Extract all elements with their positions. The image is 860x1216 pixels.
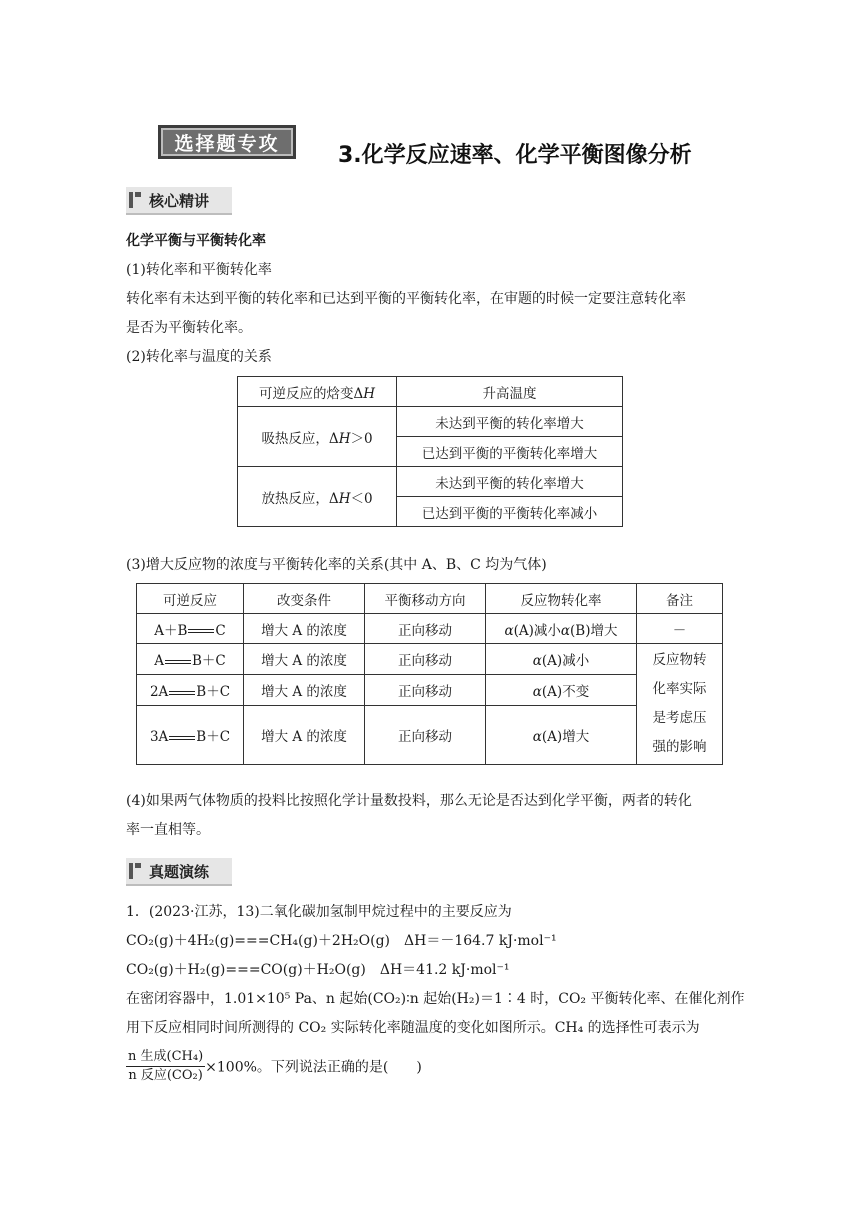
table2-header-2: 改变条件: [244, 584, 365, 614]
selectivity-formula: [126, 1048, 422, 1085]
table2-direction-4: 正向移动: [365, 706, 486, 765]
table1-header-1: 可逆反应的焓变ΔH: [238, 377, 397, 407]
section-marker-icon: [129, 863, 141, 879]
paragraph-1-line-1: 转化率有未达到平衡的转化率和已达到平衡的平衡转化率，在审题的时候一定要注意转化率: [126, 291, 686, 307]
paragraph-1-title: (1)转化率和平衡转化率: [126, 262, 272, 278]
table1-row1-label: 吸热反应，ΔH＞0: [238, 407, 397, 467]
selectivity-fraction: [126, 1048, 205, 1085]
table2-condition-2: 增大 A 的浓度: [244, 644, 365, 675]
concentration-table: [136, 583, 723, 765]
equilibrium-arrow-icon: [165, 659, 191, 665]
table1-row2-a: 未达到平衡的转化率增大: [397, 467, 623, 497]
section-header-practice: [126, 858, 232, 886]
table2-direction-1: 正向移动: [365, 614, 486, 644]
table1-row1-a: 未达到平衡的转化率增大: [397, 407, 623, 437]
equilibrium-arrow-icon: [169, 735, 195, 741]
table2-reaction-2: A B＋C: [137, 644, 244, 675]
section-title: 核心精讲: [149, 191, 210, 210]
paragraph-3-title: (3)增大反应物的浓度与平衡转化率的关系(其中 A、B、C 均为气体): [126, 557, 547, 573]
equilibrium-arrow-icon: [169, 690, 195, 696]
question-1-condition-line-1: 在密闭容器中，1.01×10⁵ Pa、n 起始(CO₂)∶n 起始(H₂)＝1∶4 时，CO₂ 平衡转化率、在催化剂作: [126, 991, 745, 1007]
badge-label: 选择题专攻: [174, 132, 280, 155]
equation-2: CO₂(g)＋H₂(g)===CO(g)＋H₂O(g) ΔH＝41.2 kJ·mol⁻¹: [126, 962, 510, 978]
table2-direction-2: 正向移动: [365, 644, 486, 675]
paragraph-1-line-2: 是否为平衡转化率。: [126, 320, 252, 336]
page-title: 3.化学反应速率、化学平衡图像分析: [338, 143, 692, 168]
table1-row2-label: 放热反应，ΔH＜0: [238, 467, 397, 527]
table2-conversion-3: α(A)不变: [486, 675, 637, 706]
temperature-table: [237, 376, 623, 527]
question-1-tail: ×100%。下列说法正确的是( ): [205, 1059, 422, 1076]
table2-header-3: 平衡移动方向: [365, 584, 486, 614]
paragraph-4-line-2: 率一直相等。: [126, 822, 210, 838]
table2-header-1: 可逆反应: [137, 584, 244, 614]
section-badge: [158, 125, 296, 159]
fraction-denominator: n 反应(CO₂): [128, 1068, 203, 1083]
topic-heading: 化学平衡与平衡转化率: [126, 233, 266, 249]
paragraph-4-line-1: (4)如果两气体物质的投料比按照化学计量数投料，那么无论是否达到化学平衡，两者的转化: [126, 793, 692, 809]
paragraph-2-title: (2)转化率与温度的关系: [126, 349, 272, 365]
question-1-condition-line-2: 用下反应相同时间所测得的 CO₂ 实际转化率随温度的变化如图所示。CH₄ 的选择性可表示为: [126, 1020, 700, 1036]
table2-conversion-2: α(A)减小: [486, 644, 637, 675]
table2-condition-4: 增大 A 的浓度: [244, 706, 365, 765]
table2-reaction-4: 3A B＋C: [137, 706, 244, 765]
table2-header-4: 反应物转化率: [486, 584, 637, 614]
table1-header-2: 升高温度: [397, 377, 623, 407]
table2-condition-1: 增大 A 的浓度: [244, 614, 365, 644]
table2-reaction-1: A＋B C: [137, 614, 244, 644]
section-title: 真题演练: [149, 862, 210, 881]
table2-conversion-4: α(A)增大: [486, 706, 637, 765]
table2-condition-3: 增大 A 的浓度: [244, 675, 365, 706]
table2-note-merged: 反应物转 化率实际 是考虑压 强的影响: [637, 644, 723, 765]
table1-row2-b: 已达到平衡的平衡转化率减小: [397, 497, 623, 527]
table2-conversion-1: α(A)减小α(B)增大: [486, 614, 637, 644]
table2-note-1: －: [637, 614, 723, 644]
section-header-core: [126, 187, 232, 215]
table2-header-5: 备注: [637, 584, 723, 614]
table2-direction-3: 正向移动: [365, 675, 486, 706]
table1-row1-b: 已达到平衡的平衡转化率增大: [397, 437, 623, 467]
section-marker-icon: [129, 192, 141, 208]
table2-reaction-3: 2A B＋C: [137, 675, 244, 706]
fraction-numerator: n 生成(CH₄): [126, 1048, 205, 1067]
equation-1: CO₂(g)＋4H₂(g)===CH₄(g)＋2H₂O(g) ΔH＝－164.7 kJ·mol⁻¹: [126, 933, 557, 949]
question-1-intro: 1．(2023·江苏，13)二氧化碳加氢制甲烷过程中的主要反应为: [126, 904, 512, 920]
equilibrium-arrow-icon: [188, 628, 214, 634]
